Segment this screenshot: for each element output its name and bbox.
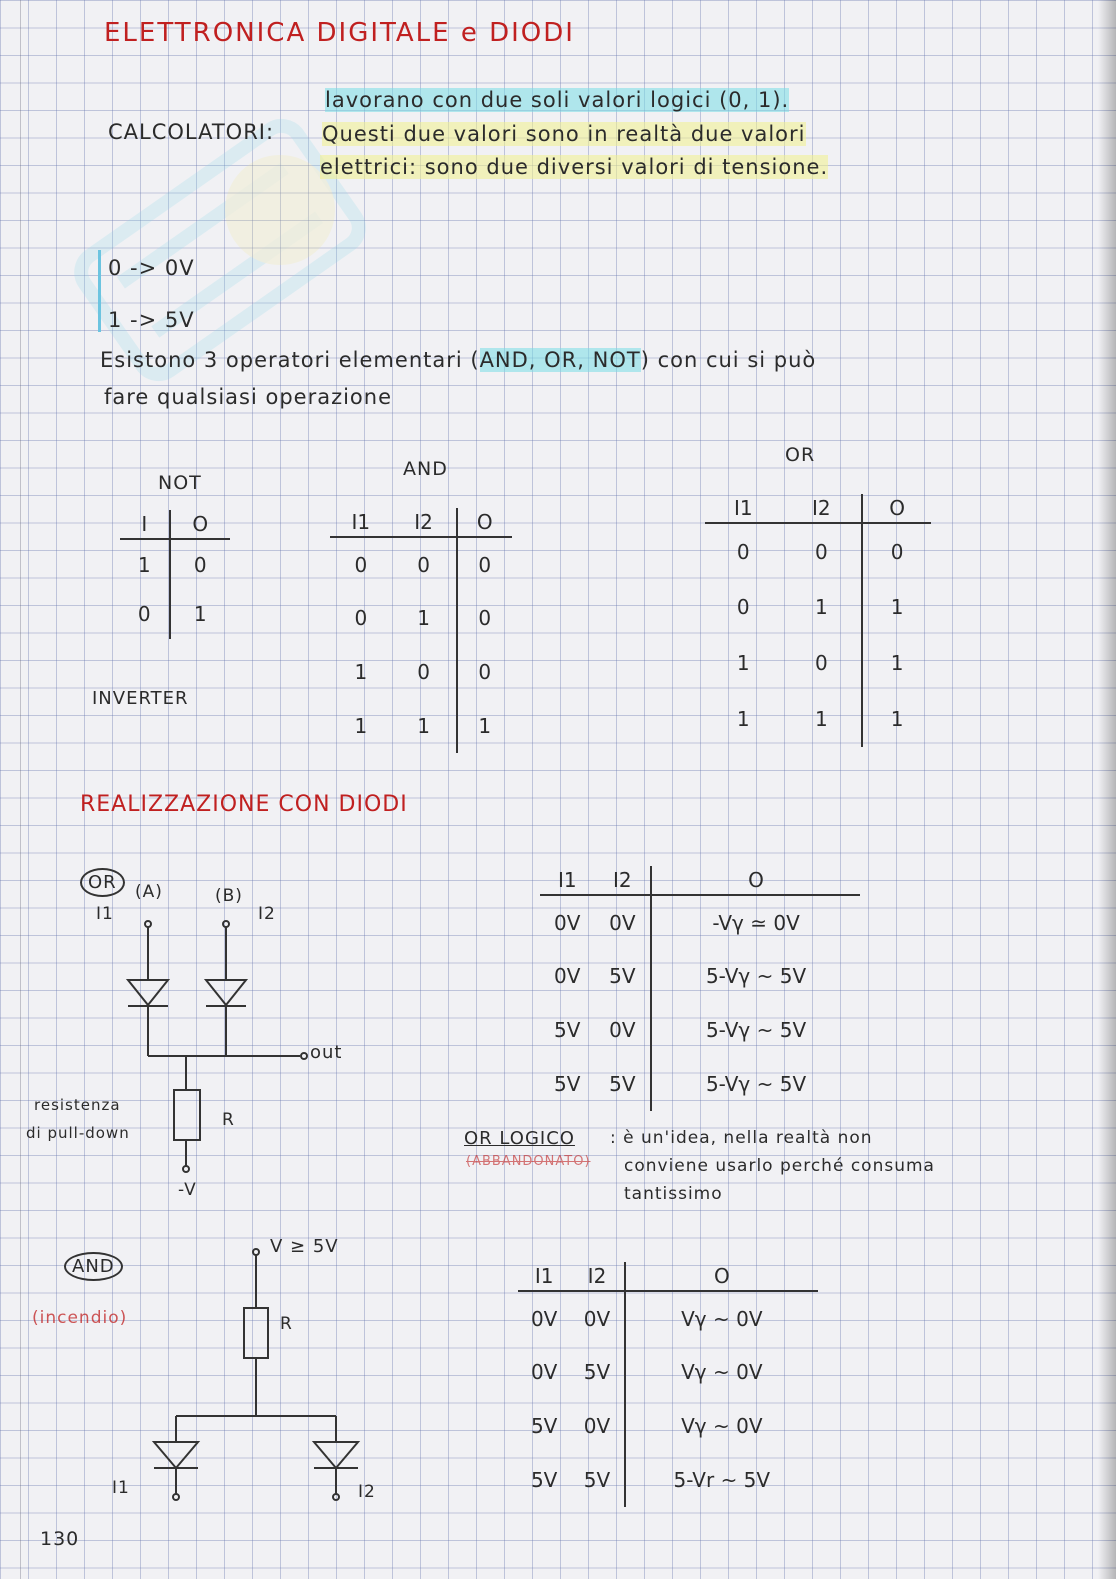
not-cell: 0 [137,602,151,626]
or-note-line-2: conviene usarlo perché consuma [624,1156,935,1176]
or-logic-note-label: OR LOGICO [464,1128,575,1149]
and-header: I1 [330,508,392,537]
or-out-label: out [310,1042,343,1063]
and-truth-table: I1 I2 O 0 0 0 0 1 0 1 0 0 1 1 1 [330,508,512,753]
or-neg-v-label: -V [178,1180,197,1200]
or-i2-label: I2 [258,904,276,924]
not-cell: 1 [137,552,151,577]
or-logic-note-sublabel: (ABBANDONATO) [466,1154,591,1169]
and-header: I2 [392,508,457,537]
and-diode-table: I1 I2 O 0V 0V Vγ ~ 0V 0V 5V Vγ ~ 0V 5V 0V Vγ ~ 0V 5V 5V 5-Vr ~ 5V [518,1262,818,1507]
or-input-b-label: (B) [215,886,243,906]
intro-label: CALCOLATORI: [108,120,275,144]
page-edge-shadow [1098,0,1116,1579]
page-title: ELETTRONICA DIGITALE e DIODI [104,18,575,48]
and-i1-label: I1 [112,1478,130,1498]
or-circuit-tag: OR [80,872,125,893]
or-resistor-label: R [222,1110,235,1130]
and-circuit-sublabel: (incendio) [32,1308,128,1328]
or-diode-table: I1 I2 O 0V 0V -Vγ ≃ 0V 0V 5V 5-Vγ ~ 5V 5V 0V 5-Vγ ~ 5V 5V 5V 5-Vγ ~ 5V [540,866,860,1111]
and-supply-label: V ≥ 5V [270,1236,339,1257]
or-input-a-label: (A) [135,882,163,902]
and-table-title: AND [403,458,448,480]
pulldown-label-2: di pull-down [26,1124,130,1142]
not-table-title: NOT [158,472,202,494]
intro-line-2: Questi due valori sono in realtà due valori [322,122,806,146]
intro-line-3: elettrici: sono due diversi valori di tensione. [320,155,829,179]
and-header: O [457,508,512,537]
or-note-line-1: : è un'idea, nella realtà non [610,1128,873,1148]
mapping-one: 1 -> 5V [108,308,195,332]
operators-line-2: fare qualsiasi operazione [104,385,393,409]
watermark-logo [30,60,410,440]
not-truth-table [120,510,230,639]
or-diode-circuit [100,900,343,1200]
or-note-line-3: tantissimo [624,1184,723,1204]
mapping-zero: 0 -> 0V [108,256,195,280]
operators-line-1: Esistono 3 operatori elementari (AND, OR, NOT) con cui si può [100,348,817,372]
or-table-title: OR [785,444,816,466]
not-cell: 1 [170,589,230,639]
and-resistor-label: R [280,1314,293,1334]
pulldown-label-1: resistenza [34,1096,121,1114]
not-header-input: I [120,510,170,539]
not-cell: 0 [170,539,230,589]
page-number: 130 [40,1528,80,1550]
or-truth-table: I1 I2 O 0 0 0 0 1 1 1 0 1 1 1 1 [705,494,931,747]
and-i2-label: I2 [358,1482,376,1502]
and-circuit-tag: AND [64,1256,123,1277]
notebook-margin [20,0,21,1579]
and-diode-circuit [140,1240,380,1510]
mapping-bracket [98,250,101,332]
not-header-output: O [170,510,230,539]
or-i1-label: I1 [96,904,114,924]
intro-line-1: lavorano con due soli valori logici (0, 1). [325,88,790,112]
inverter-caption: INVERTER [92,688,189,709]
section-title-diodes: REALIZZAZIONE CON DIODI [80,792,408,817]
